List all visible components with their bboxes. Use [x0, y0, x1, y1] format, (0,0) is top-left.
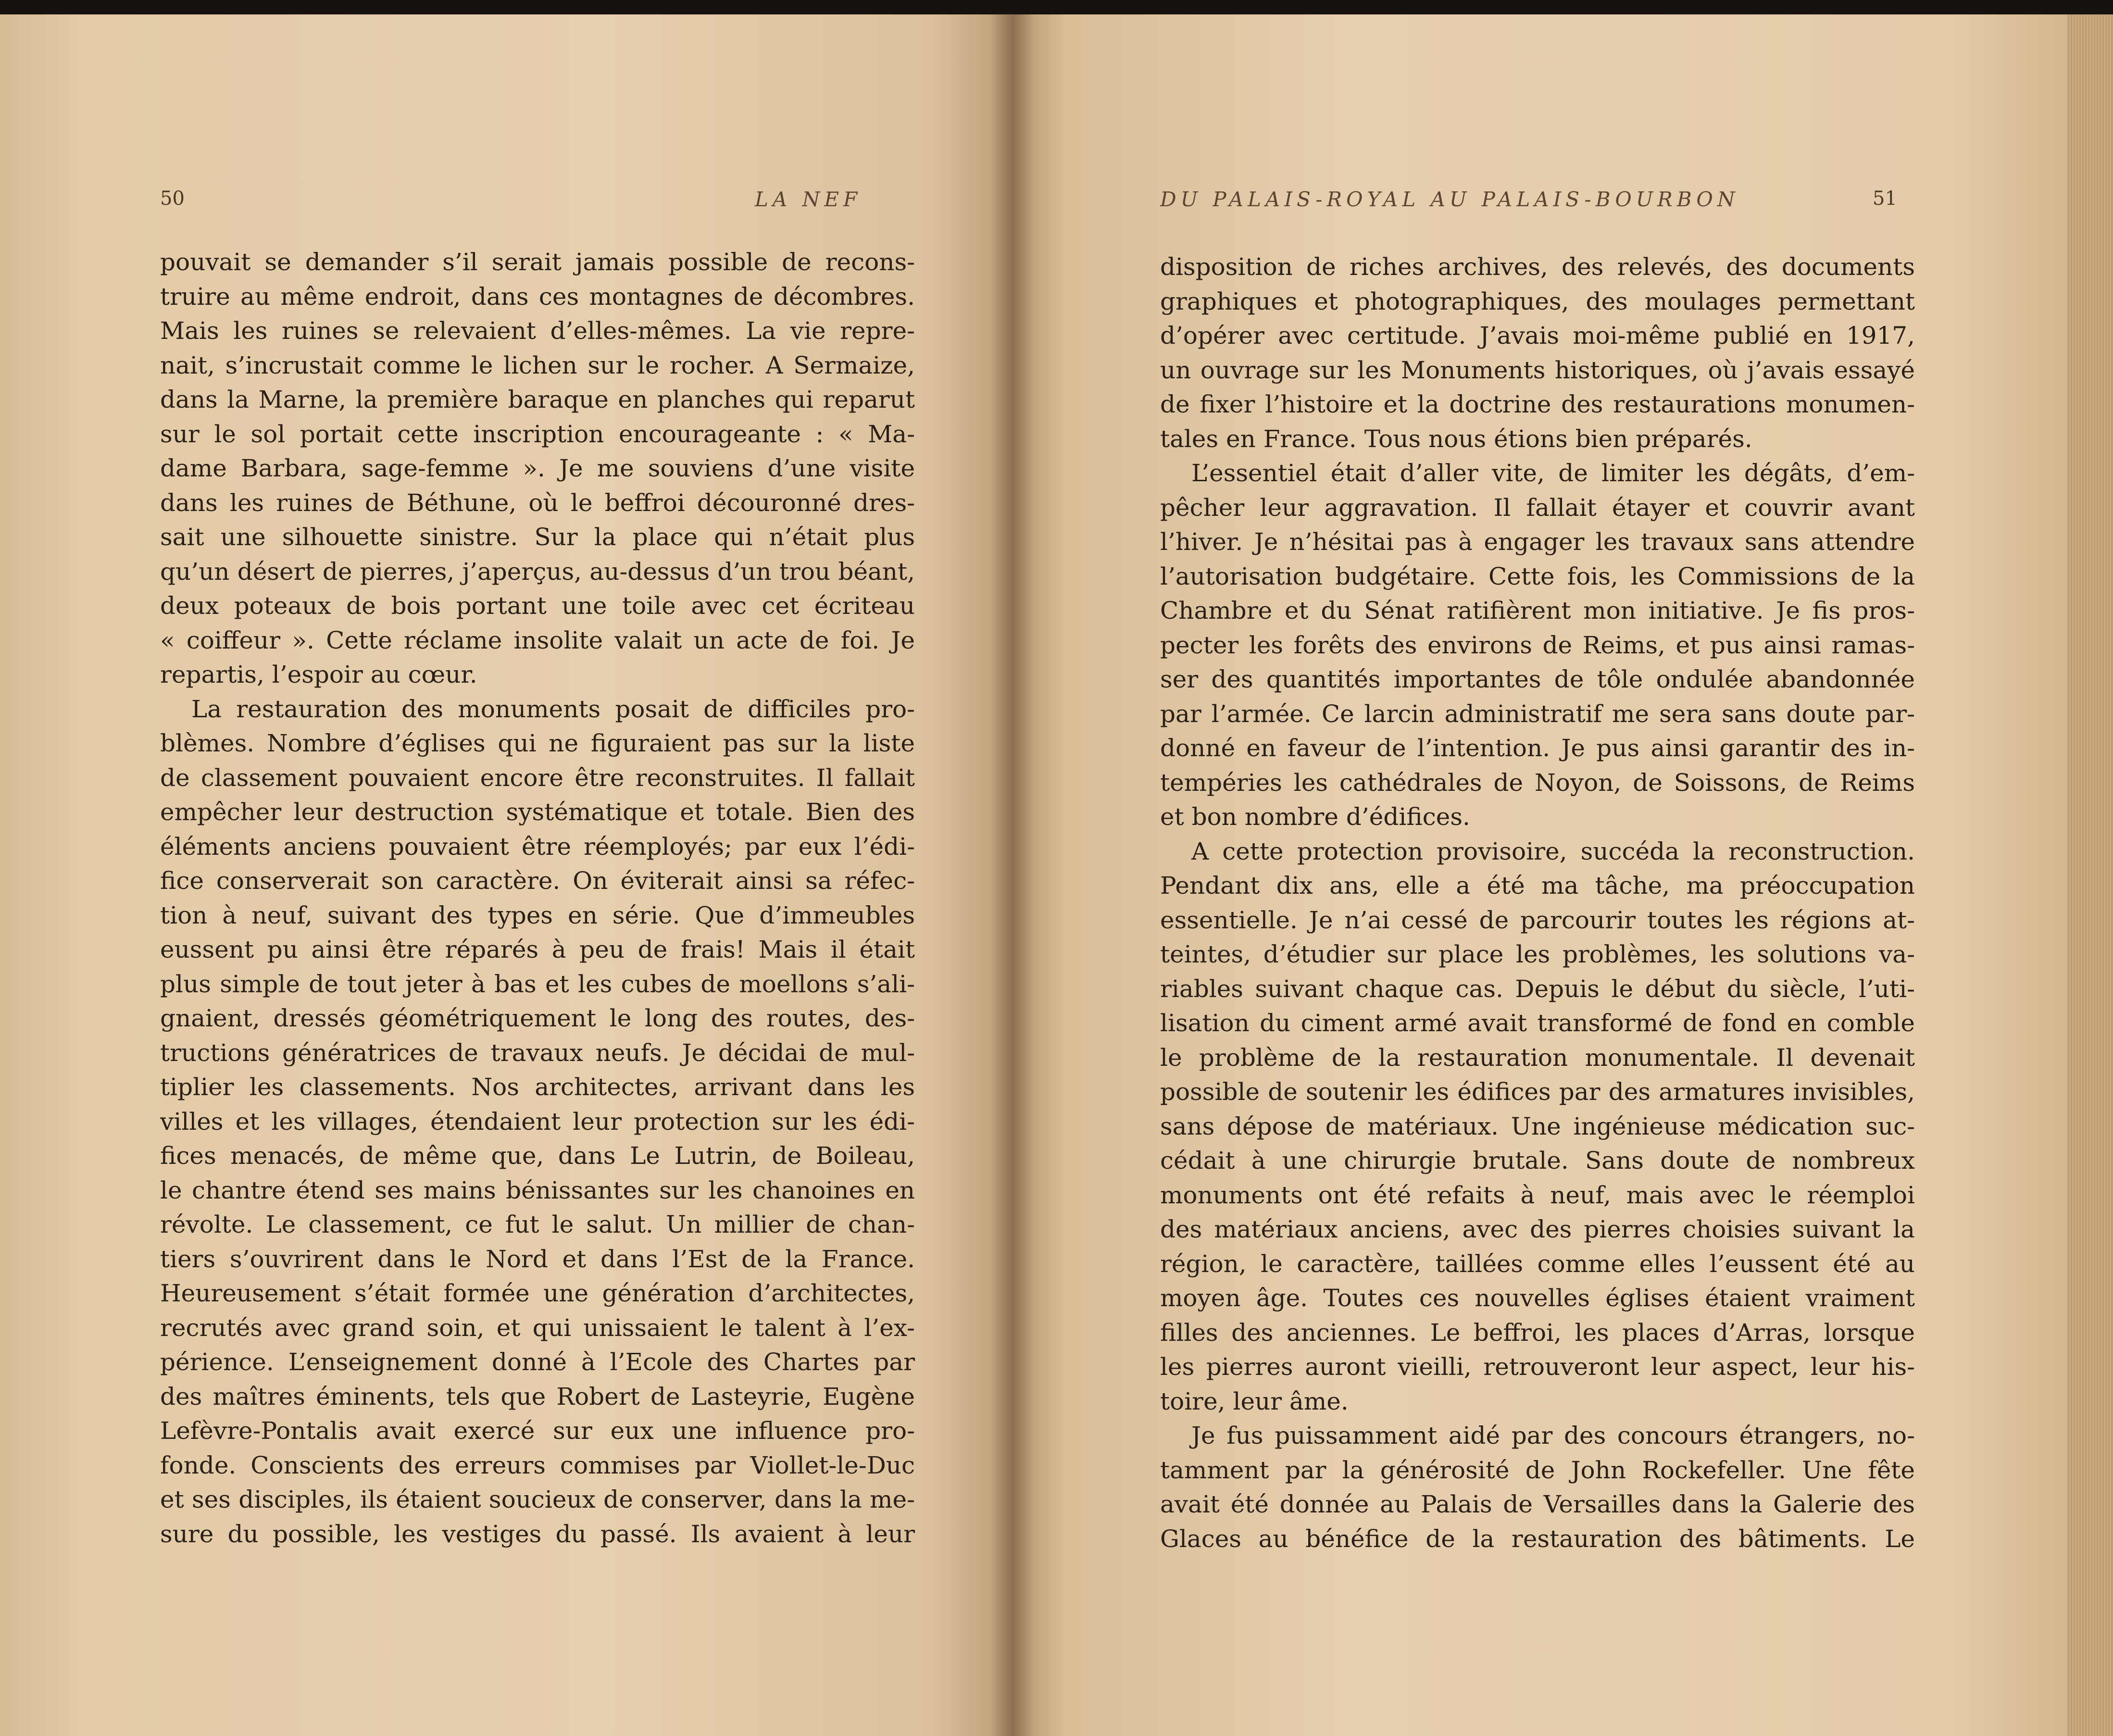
- right-page-text: [1160, 250, 1915, 1556]
- text-line: le problème de la restauration monumentale. Il devenait: [1160, 1043, 1915, 1072]
- text-line: Chambre et du Sénat ratifièrent mon initiative. Je fis pros-: [1160, 597, 1915, 624]
- text-line: tiers s’ouvrirent dans le Nord et dans l’Est de la France.: [160, 1245, 915, 1273]
- text-line: fice conserverait son caractère. On éviterait ainsi sa réfec-: [160, 867, 915, 895]
- text-line: gnaient, dressés géométriquement le long des routes, des-: [160, 1004, 915, 1032]
- text-line: tales en France. Tous nous étions bien préparés.: [1160, 425, 1752, 453]
- text-line: qu’un désert de pierres, j’aperçus, au-dessus d’un trou béant,: [160, 557, 915, 586]
- text-line: avait été donnée au Palais de Versailles dans la Galerie des: [1160, 1490, 1915, 1518]
- text-line: eussent pu ainsi être réparés à peu de frais! Mais il était: [160, 936, 915, 963]
- text-line: pecter les forêts des environs de Reims, et pus ainsi ramas-: [1160, 631, 1915, 659]
- text-line: disposition de riches archives, des relevés, des documents: [1160, 253, 1915, 281]
- text-line: L’essentiel était d’aller vite, de limiter les dégâts, d’em-: [1191, 459, 1915, 487]
- text-line: dans les ruines de Béthune, où le beffroi découronné dres-: [160, 488, 915, 517]
- left-page: [0, 14, 1012, 1736]
- text-line: tructions génératrices de travaux neufs. Je décidai de mul-: [160, 1038, 915, 1067]
- text-line: donné en faveur de l’intention. Je pus ainsi garantir des in-: [1160, 734, 1915, 762]
- text-line: fices menacés, de même que, dans Le Lutrin, de Boileau,: [160, 1142, 915, 1170]
- text-line: éléments anciens pouvaient être réemployés; par eux l’édi-: [160, 832, 915, 861]
- text-line: sait une silhouette sinistre. Sur la place qui n’était plus: [160, 523, 915, 551]
- text-line: l’hiver. Je n’hésitai pas à engager les travaux sans attendre: [1160, 528, 1915, 556]
- left-running-head: LA NEF: [755, 187, 862, 211]
- text-line: sans dépose de matériaux. Une ingénieuse médication suc-: [1160, 1112, 1915, 1140]
- text-line: tamment par la générosité de John Rockefeller. Une fête: [1160, 1456, 1915, 1484]
- text-line: région, le caractère, taillées comme elles l’eussent été au: [1160, 1249, 1915, 1278]
- text-line: recrutés avec grand soin, et qui unissaient le talent à l’ex-: [160, 1313, 915, 1342]
- right-page-number: 51: [1873, 187, 1897, 210]
- text-line: toire, leur âme.: [1160, 1387, 1349, 1415]
- text-line: essentielle. Je n’ai cessé de parcourir toutes les régions at-: [1160, 906, 1915, 934]
- text-line: un ouvrage sur les Monuments historiques, où j’avais essayé: [1160, 356, 1915, 384]
- text-line: le chantre étend ses mains bénissantes sur les chanoines en: [160, 1176, 915, 1204]
- text-line: cédait à une chirurgie brutale. Sans doute de nombreux: [1160, 1147, 1915, 1174]
- text-line: teintes, d’étudier sur place les problèmes, les solutions va-: [1160, 940, 1915, 968]
- text-line: repartis, l’espoir au cœur.: [160, 661, 477, 688]
- text-line: dans la Marne, la première baraque en planches qui reparut: [160, 386, 915, 413]
- left-page-number: 50: [160, 187, 185, 210]
- text-line: Mais les ruines se relevaient d’elles-mêmes. La vie repre-: [160, 317, 915, 345]
- text-line: empêcher leur destruction systématique et totale. Bien des: [160, 798, 915, 826]
- text-line: possible de soutenir les édifices par des armatures invisibles,: [1160, 1078, 1915, 1106]
- text-line: A cette protection provisoire, succéda la reconstruction.: [1191, 837, 1915, 865]
- text-line: truire au même endroit, dans ces montagnes de décombres.: [160, 282, 915, 311]
- text-line: sur le sol portait cette inscription encourageante : « Ma-: [160, 420, 915, 448]
- text-line: les pierres auront vieilli, retrouveront leur aspect, leur his-: [1160, 1353, 1915, 1381]
- text-line: Heureusement s’était formée une génération d’architectes,: [160, 1279, 915, 1307]
- text-line: graphiques et photographiques, des moulages permettant: [1160, 287, 1915, 315]
- left-page-text: [160, 245, 915, 1551]
- text-line: blèmes. Nombre d’églises qui ne figuraient pas sur la liste: [160, 729, 915, 757]
- text-line: périence. L’enseignement donné à l’Ecole des Chartes par: [160, 1348, 915, 1376]
- text-line: des matériaux anciens, avec des pierres choisies suivant la: [1160, 1215, 1915, 1243]
- right-running-head: DU PALAIS-ROYAL AU PALAIS-BOURBON: [1160, 187, 1739, 211]
- text-line: Glaces au bénéfice de la restauration des bâtiments. Le: [1160, 1524, 1915, 1553]
- text-line: fonde. Conscients des erreurs commises par Viollet-le-Duc: [160, 1451, 915, 1479]
- text-line: pouvait se demander s’il serait jamais possible de recons-: [160, 248, 915, 276]
- text-line: filles des anciennes. Le beffroi, les places d’Arras, lorsque: [1160, 1318, 1915, 1347]
- text-line: deux poteaux de bois portant une toile avec cet écriteau: [160, 592, 915, 620]
- text-line: et ses disciples, ils étaient soucieux de conserver, dans la me-: [160, 1486, 915, 1513]
- text-line: La restauration des monuments posait de difficiles pro-: [191, 695, 915, 723]
- text-line: monuments ont été refaits à neuf, mais avec le réemploi: [1160, 1181, 1915, 1209]
- text-line: dame Barbara, sage-femme ». Je me souviens d’une visite: [160, 454, 915, 482]
- text-line: de fixer l’histoire et la doctrine des restaurations monumen-: [1160, 390, 1915, 418]
- text-line: d’opérer avec certitude. J’avais moi-même publié en 1917,: [1160, 322, 1915, 350]
- text-line: « coiffeur ». Cette réclame insolite valait un acte de foi. Je: [160, 626, 915, 654]
- text-line: ser des quantités importantes de tôle ondulée abandonnée: [1160, 665, 1915, 693]
- text-line: des maîtres éminents, tels que Robert de Lasteyrie, Eugène: [160, 1382, 915, 1411]
- text-line: lisation du ciment armé avait transformé de fond en comble: [1160, 1009, 1915, 1037]
- text-line: moyen âge. Toutes ces nouvelles églises étaient vraiment: [1160, 1284, 1915, 1312]
- text-line: plus simple de tout jeter à bas et les cubes de moellons s’ali-: [160, 970, 915, 998]
- text-line: tion à neuf, suivant des types en série. Que d’immeubles: [160, 901, 915, 929]
- text-line: nait, s’incrustait comme le lichen sur le rocher. A Sermaize,: [160, 351, 915, 379]
- text-line: par l’armée. Ce larcin administratif me sera sans doute par-: [1160, 699, 1915, 728]
- text-line: l’autorisation budgétaire. Cette fois, les Commissions de la: [1160, 562, 1915, 590]
- text-line: Lefèvre-Pontalis avait exercé sur eux une influence pro-: [160, 1417, 915, 1445]
- page-edges: [2067, 14, 2113, 1736]
- text-line: et bon nombre d’édifices.: [1160, 803, 1470, 831]
- text-line: sure du possible, les vestiges du passé. Ils avaient à leur: [160, 1520, 915, 1548]
- text-line: tempéries les cathédrales de Noyon, de Soissons, de Reims: [1160, 768, 1915, 797]
- text-line: Pendant dix ans, elle a été ma tâche, ma préoccupation: [1160, 872, 1915, 899]
- book-gutter: [990, 14, 1034, 1736]
- text-line: villes et les villages, étendaient leur protection sur les édi-: [160, 1107, 915, 1136]
- text-line: Je fus puissamment aidé par des concours étrangers, no-: [1191, 1422, 1915, 1449]
- text-line: riables suivant chaque cas. Depuis le début du siècle, l’uti-: [1160, 974, 1915, 1003]
- text-line: révolte. Le classement, ce fut le salut. Un millier de chan-: [160, 1211, 915, 1238]
- text-line: pêcher leur aggravation. Il fallait étayer et couvrir avant: [1160, 493, 1915, 522]
- text-line: tiplier les classements. Nos architectes, arrivant dans les: [160, 1073, 915, 1101]
- text-line: de classement pouvaient encore être reconstruites. Il fallait: [160, 763, 915, 792]
